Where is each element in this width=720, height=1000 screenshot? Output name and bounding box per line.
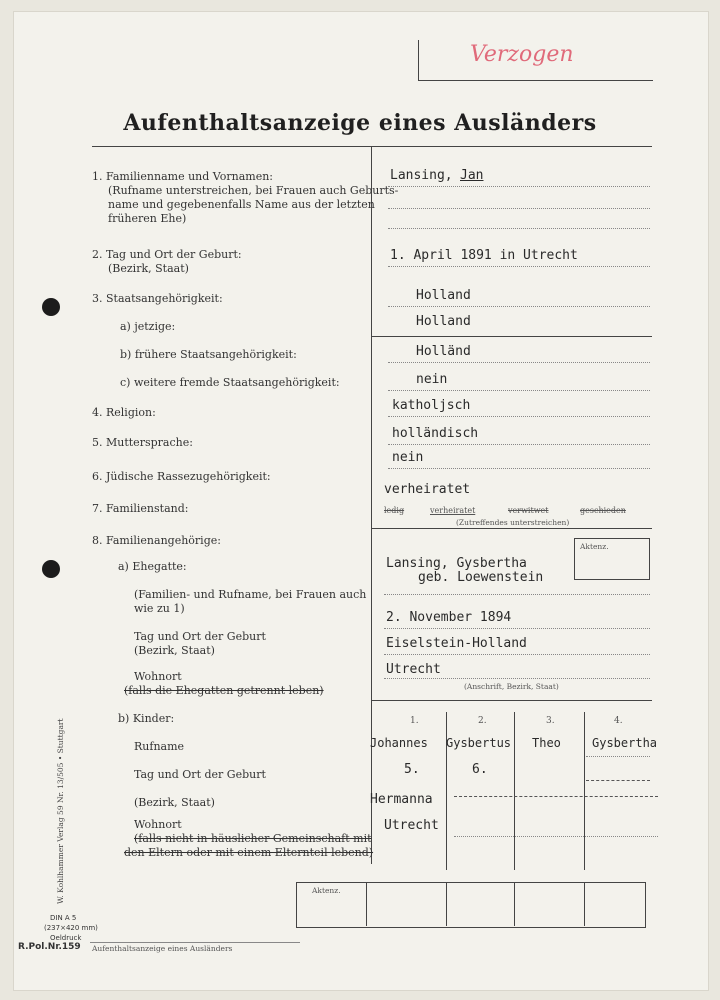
- label-f2: 2. Tag und Ort der Geburt:: [92, 248, 242, 261]
- rule-nat-1: [388, 306, 650, 307]
- aktenz-div-2: [446, 882, 447, 926]
- child-number-3: 3.: [546, 716, 555, 726]
- marital-ledig: ledig: [384, 506, 405, 515]
- footer-form-name: Aufenthaltsanzeige eines Ausländers: [92, 944, 233, 953]
- marital-geschieden: geschieden: [580, 506, 626, 515]
- aktenz-div-3: [514, 882, 515, 926]
- label-f8a-sub2: wie zu 1): [134, 602, 185, 615]
- top-rule: [92, 146, 652, 147]
- label-f8a-sub1: (Familien- und Rufname, bei Frauen auch: [134, 588, 367, 601]
- label-f3: 3. Staatsangehörigkeit:: [92, 292, 223, 305]
- footer-din-2: (237×420 mm): [44, 924, 98, 932]
- label-f1: 1. Familienname und Vornamen:: [92, 170, 273, 183]
- label-f8: 8. Familienangehörige:: [92, 534, 221, 547]
- rule-nat-4: [388, 390, 650, 391]
- handwritten-mark: Verzogen: [470, 42, 574, 67]
- aktenz-div-4: [584, 882, 585, 926]
- value-nationality-1: Holland: [416, 288, 471, 303]
- corner-box-bottom: [418, 80, 653, 81]
- value-surname: Lansing,: [390, 168, 453, 183]
- footer-form-no: R.Pol.Nr.159: [18, 942, 81, 952]
- column-divider: [371, 146, 372, 864]
- rule-spouse-2: [384, 628, 650, 629]
- child-name-4: Gysbertha: [592, 736, 658, 750]
- child-number-2: 2.: [478, 716, 487, 726]
- value-given-name: Jan: [460, 168, 484, 183]
- label-f7: 7. Familienstand:: [92, 502, 189, 515]
- rule-spouse-4: [384, 678, 650, 679]
- rule-jewish: [388, 468, 650, 469]
- label-f3a: a) jetzige:: [120, 320, 176, 333]
- value-nationality-2: Holland: [416, 314, 471, 329]
- rule-spouse-end: [372, 700, 652, 701]
- label-f8a-birth2: (Bezirk, Staat): [134, 644, 215, 657]
- punch-hole-bottom: [42, 560, 60, 578]
- label-f8a: a) Ehegatte:: [118, 560, 187, 573]
- child-extra-1: Hermanna: [370, 792, 433, 807]
- value-spouse-name-1: Lansing, Gysbertha: [386, 556, 527, 571]
- footer-din-1: DIN A 5: [50, 914, 77, 922]
- aktenz-label-2: Aktenz.: [312, 886, 341, 895]
- label-f8b-name: Rufname: [134, 740, 185, 753]
- child-birth-2: 6.: [472, 762, 488, 777]
- rule-language: [388, 444, 650, 445]
- child-rule-name: [586, 756, 650, 757]
- child-number-1: 1.: [410, 716, 419, 726]
- value-marital: verheiratet: [384, 482, 471, 497]
- value-nationality-former: Holländ: [416, 344, 471, 359]
- label-f8b-res-struck2: den Eltern oder mit einem Elternteil lebend): [124, 846, 374, 859]
- child-name-3: Theo: [532, 736, 561, 750]
- label-f8b: b) Kinder:: [118, 712, 175, 725]
- rule-spouse-1: [384, 594, 650, 595]
- label-f1-sub1: (Rufname unterstreichen, bei Frauen auch Geburts-: [108, 184, 399, 197]
- label-f3b: b) frühere Staatsangehörigkeit:: [120, 348, 297, 361]
- child-col-3: [584, 712, 585, 870]
- aktenz-div-1: [366, 882, 367, 926]
- rule-nat-3: [388, 362, 650, 363]
- child-number-4: 4.: [614, 716, 623, 726]
- aktenz-label-1: Aktenz.: [580, 542, 609, 551]
- child-name-2: Gysbertus: [446, 736, 512, 750]
- rule-spouse-3: [384, 654, 650, 655]
- marital-verheiratet: verheiratet: [430, 506, 476, 515]
- label-f8a-res-struck: (falls die Ehegatten getrennt leben): [124, 684, 324, 697]
- label-f8b-res: Wohnort: [134, 818, 182, 831]
- value-nationality-other: nein: [416, 372, 448, 387]
- child-rule-extra: [454, 796, 658, 797]
- label-f8a-birth1: Tag und Ort der Geburt: [134, 630, 266, 643]
- child-name-1: Johannes: [370, 736, 428, 750]
- rule-birth-1: [388, 266, 650, 267]
- label-f8b-res-struck1: (falls nicht in häuslicher Gemeinschaft mit: [134, 832, 372, 845]
- label-f8b-birth: Tag und Ort der Geburt: [134, 768, 266, 781]
- aktenz-box-2: [296, 882, 646, 928]
- label-f8a-res: Wohnort: [134, 670, 182, 683]
- value-jewish: nein: [392, 450, 424, 465]
- footer-vertical-imprint: W. Kohlhammer Verlag 59 Nr. 13/505 • Stuttgart: [56, 718, 65, 904]
- punch-hole-top: [42, 298, 60, 316]
- child-col-2: [514, 712, 515, 870]
- child-residence: Utrecht: [384, 818, 439, 833]
- label-f4: 4. Religion:: [92, 406, 156, 419]
- label-f3c: c) weitere fremde Staatsangehörigkeit:: [120, 376, 340, 389]
- address-note: (Anschrift, Bezirk, Staat): [464, 682, 559, 691]
- rule-religion: [388, 416, 650, 417]
- label-f1-sub3: früheren Ehe): [108, 212, 187, 225]
- marital-verwitwet: verwitwet: [508, 506, 549, 515]
- label-f8b-state: (Bezirk, Staat): [134, 796, 215, 809]
- label-f2-sub: (Bezirk, Staat): [108, 262, 189, 275]
- child-rule-birth: [586, 780, 650, 781]
- value-spouse-birth-place: Eiselstein-Holland: [386, 636, 527, 651]
- label-f6: 6. Jüdische Rassezugehörigkeit:: [92, 470, 271, 483]
- value-language: holländisch: [392, 426, 479, 441]
- child-rule-res: [454, 836, 658, 837]
- value-religion: katholjsch: [392, 398, 471, 413]
- child-birth-1: 5.: [404, 762, 420, 777]
- rule-name-3: [388, 228, 650, 229]
- rule-nat-2: [372, 336, 652, 337]
- rule-marital: [372, 528, 652, 529]
- page-title: Aufenthaltsanzeige eines Ausländers: [123, 110, 597, 136]
- label-f1-sub2: name und gegebenenfalls Name aus der letzten: [108, 198, 375, 211]
- rule-name-2: [388, 208, 650, 209]
- footer-rule: [90, 942, 300, 943]
- value-spouse-name-2: geb. Loewenstein: [418, 570, 544, 585]
- marital-note: (Zutreffendes unterstreichen): [456, 518, 570, 527]
- corner-box-left: [418, 40, 419, 80]
- value-spouse-birth-date: 2. November 1894: [386, 610, 512, 625]
- rule-name-1: [388, 186, 650, 187]
- label-f5: 5. Muttersprache:: [92, 436, 193, 449]
- value-spouse-residence: Utrecht: [386, 662, 441, 677]
- value-birth: 1. April 1891 in Utrecht: [390, 248, 578, 263]
- footer-din-3: Oeldruck: [50, 934, 82, 942]
